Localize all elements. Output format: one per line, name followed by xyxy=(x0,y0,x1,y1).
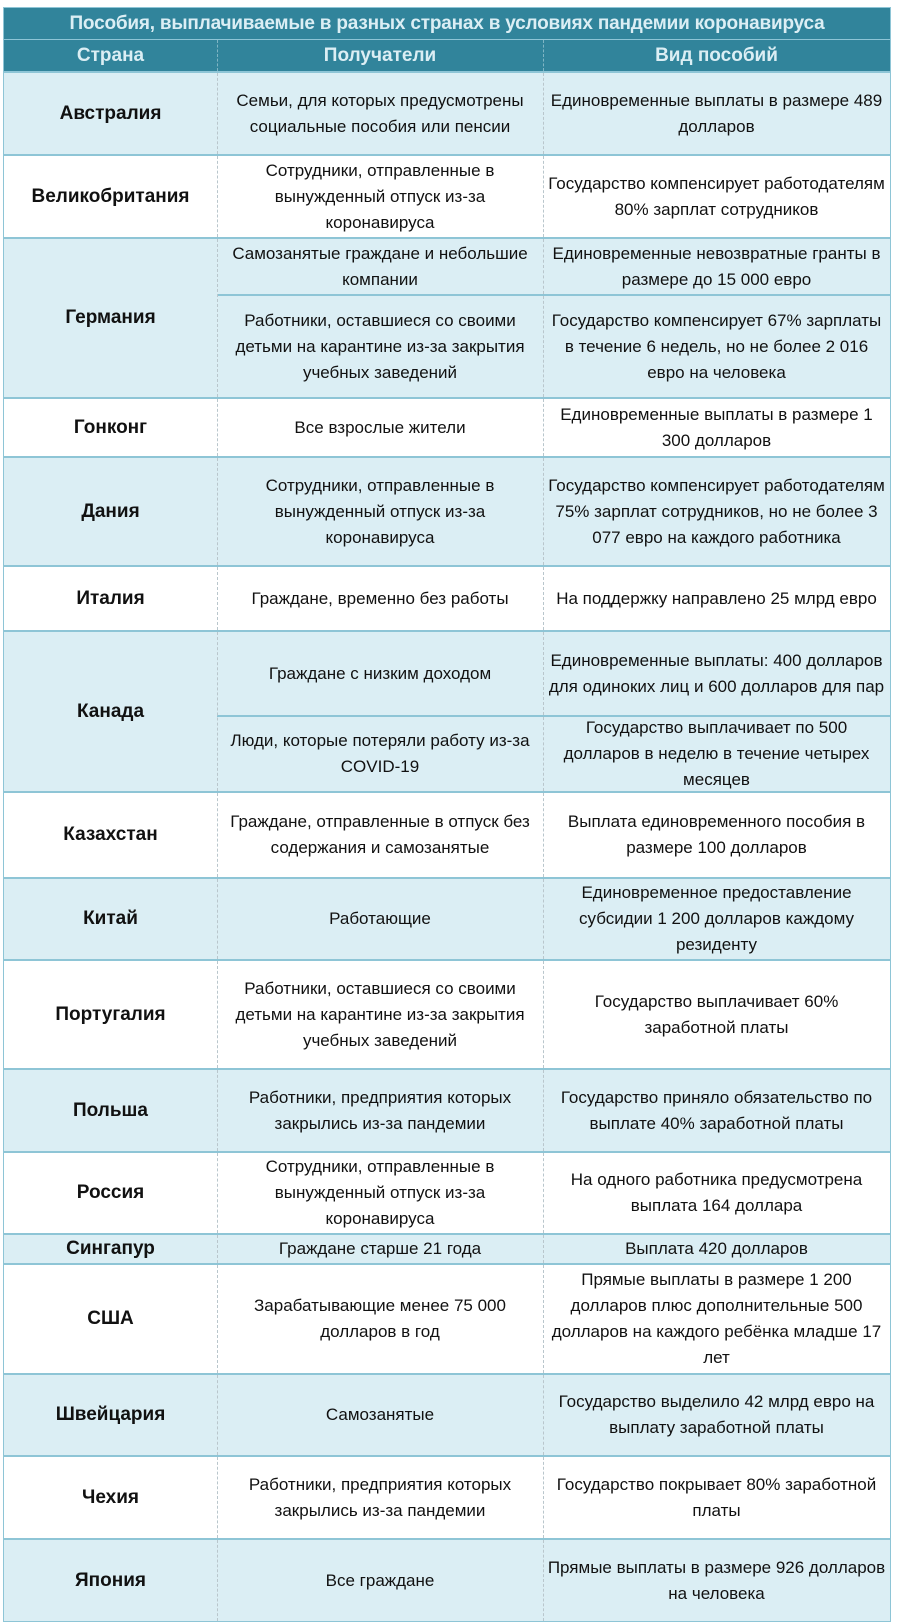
column-divider xyxy=(217,632,218,791)
country-cell: Польша xyxy=(73,1099,148,1121)
table-row xyxy=(4,1068,890,1151)
column-divider xyxy=(543,879,544,959)
table-header-row xyxy=(4,40,890,71)
benefit-cell: Государство выделило 42 млрд евро на выплату заработной платы xyxy=(558,1392,875,1437)
benefit-cell: Государство компенсирует работодателям 80% зарплат сотрудников xyxy=(548,173,885,219)
sub-row xyxy=(217,632,890,715)
column-divider xyxy=(217,1265,218,1373)
table-row xyxy=(4,1151,890,1233)
country-cell: Великобритания xyxy=(31,185,190,207)
column-divider xyxy=(543,793,544,877)
sub-row xyxy=(217,294,890,397)
table-row xyxy=(4,565,890,630)
benefit-cell: Единовременные выплаты: 400 долларов для одиноких лиц и 600 долларов для пар xyxy=(548,650,885,696)
table-row xyxy=(4,154,890,237)
recipients-cell: Работники, предприятия которых закрылись из-за пандемии xyxy=(248,1087,512,1133)
recipients-cell: Граждане, временно без работы xyxy=(251,588,509,608)
benefit-cell: Единовременные невозвратные гранты в размере до 15 000 евро xyxy=(552,243,881,289)
column-divider xyxy=(543,1265,544,1373)
table-row xyxy=(4,456,890,565)
benefit-cell: Единовременное предоставление субсидии 1 200 долларов каждому резиденту xyxy=(579,883,854,954)
benefit-cell: Государство выплачивает по 500 долларов в неделю в течение четырех месяцев xyxy=(563,718,870,789)
recipients-cell: Граждане, отправленные в отпуск без содержания и самозанятые xyxy=(230,812,530,857)
recipients-cell: Сотрудники, отправленные в вынужденный отпуск из-за коронавируса xyxy=(265,160,495,232)
country-cell: Казахстан xyxy=(63,824,158,845)
country-cell: США xyxy=(87,1308,134,1329)
column-divider xyxy=(217,239,218,397)
column-divider xyxy=(543,73,544,154)
column-divider xyxy=(543,239,544,294)
table-row xyxy=(4,1263,890,1373)
benefit-cell: Выплата единовременного пособия в размере 100 долларов xyxy=(567,812,866,857)
column-divider xyxy=(543,156,544,237)
country-cell: Канада xyxy=(76,700,145,722)
table-row xyxy=(4,1233,890,1263)
country-cell: Португалия xyxy=(55,1003,166,1025)
recipients-cell: Работники, предприятия которых закрылись из-за пандемии xyxy=(248,1474,512,1520)
table-row xyxy=(4,630,890,791)
country-cell: Чехия xyxy=(82,1486,139,1508)
table-row xyxy=(4,237,890,397)
recipients-cell: Работники, оставшиеся со своими детьми на карантине из-за закрытия учебных заведений xyxy=(235,310,525,382)
column-header-recipients: Получатели xyxy=(323,44,437,66)
benefit-cell: Выплата 420 долларов xyxy=(625,1239,808,1258)
column-divider xyxy=(543,1540,544,1621)
sub-row xyxy=(217,239,890,294)
recipients-cell: Сотрудники, отправленные в вынужденный отпуск из-за коронавируса xyxy=(265,475,495,547)
country-cell: Германия xyxy=(65,307,156,328)
recipients-cell: Граждане старше 21 года xyxy=(278,1239,482,1258)
sub-row xyxy=(217,715,890,791)
country-cell: Швейцария xyxy=(55,1404,166,1425)
country-cell: Италия xyxy=(76,587,145,609)
table-row xyxy=(4,397,890,456)
benefit-cell: Государство покрывает 80% заработной платы xyxy=(556,1474,877,1520)
benefit-cell: Единовременные выплаты в размере 489 долларов xyxy=(550,90,883,136)
column-divider xyxy=(217,1153,218,1233)
benefit-cell: На одного работника предусмотрена выплата 164 доллара xyxy=(570,1170,863,1215)
column-divider xyxy=(217,1457,218,1538)
column-divider xyxy=(543,1375,544,1455)
column-divider xyxy=(217,73,218,154)
benefit-cell: Государство компенсирует 67% зарплаты в течение 6 недель, но не более 2 016 евро на человека xyxy=(551,310,882,382)
recipients-cell: Самозанятые граждане и небольшие компании xyxy=(232,243,528,289)
column-divider xyxy=(543,632,544,715)
recipients-cell: Семьи, для которых предусмотрены социальные пособия или пенсии xyxy=(236,90,524,136)
country-cell: Австралия xyxy=(59,102,162,124)
column-divider xyxy=(543,296,544,397)
column-header-country: Страна xyxy=(76,44,145,66)
table-row xyxy=(4,791,890,877)
benefit-cell: Государство приняло обязательство по выплате 40% заработной платы xyxy=(560,1087,873,1133)
recipients-cell: Работники, оставшиеся со своими детьми на карантине из-за закрытия учебных заведений xyxy=(235,978,525,1050)
table-row xyxy=(4,71,890,154)
column-divider xyxy=(543,1457,544,1538)
column-divider xyxy=(217,793,218,877)
column-divider xyxy=(543,567,544,630)
country-cell: Гонконг xyxy=(73,416,148,438)
recipients-cell: Граждане с низким доходом xyxy=(268,663,492,683)
table-row xyxy=(4,877,890,959)
column-divider xyxy=(217,567,218,630)
recipients-cell: Работающие xyxy=(329,909,431,928)
country-cell: Дания xyxy=(81,500,140,522)
benefit-cell: Прямые выплаты в размере 926 долларов на человека xyxy=(547,1557,886,1603)
column-divider xyxy=(543,1153,544,1233)
column-divider xyxy=(543,399,544,456)
column-divider xyxy=(217,1235,218,1263)
column-divider xyxy=(217,458,218,565)
recipients-cell: Сотрудники, отправленные в вынужденный отпуск из-за коронавируса xyxy=(265,1157,495,1228)
recipients-cell: Все граждане xyxy=(325,1570,435,1590)
table-title: Пособия, выплачиваемые в разных странах в условиях пандемии коронавируса xyxy=(4,8,890,40)
recipients-cell: Зарабатывающие менее 75 000 долларов в год xyxy=(254,1296,506,1341)
column-divider xyxy=(217,879,218,959)
column-divider xyxy=(217,156,218,237)
benefit-cell: Государство компенсирует работодателям 75% зарплат сотрудников, но не более 3 077 евро на каждого работника xyxy=(548,475,885,547)
table-row xyxy=(4,1455,890,1538)
table-row xyxy=(4,1538,890,1621)
column-divider xyxy=(543,717,544,791)
country-cell: Россия xyxy=(76,1182,145,1203)
country-cell: Сингапур xyxy=(66,1238,155,1259)
column-divider xyxy=(543,1235,544,1263)
benefit-cell: Государство выплачивает 60% заработной платы xyxy=(594,991,839,1037)
column-divider xyxy=(543,1070,544,1151)
country-cell: Китай xyxy=(83,908,138,929)
benefit-cell: Прямые выплаты в размере 1 200 долларов плюс дополнительные 500 долларов на каждого ребёнка младше 17 лет xyxy=(551,1270,882,1367)
recipients-cell: Самозанятые xyxy=(325,1405,435,1424)
column-divider xyxy=(217,1540,218,1621)
column-divider xyxy=(217,1070,218,1151)
column-divider xyxy=(217,961,218,1068)
column-divider xyxy=(543,961,544,1068)
table-row xyxy=(4,959,890,1068)
recipients-cell: Все взрослые жители xyxy=(294,417,466,437)
benefits-table xyxy=(3,7,891,1622)
column-divider xyxy=(543,458,544,565)
column-header-benefit: Вид пособий xyxy=(655,44,778,66)
column-divider xyxy=(217,1375,218,1455)
country-cell: Япония xyxy=(75,1569,146,1591)
benefit-cell: На поддержку направлено 25 млрд евро xyxy=(556,588,877,608)
column-divider xyxy=(217,399,218,456)
benefit-cell: Единовременные выплаты в размере 1 300 долларов xyxy=(560,404,873,450)
table-row xyxy=(4,1373,890,1455)
recipients-cell: Люди, которые потеряли работу из-за COVID-19 xyxy=(230,731,530,776)
